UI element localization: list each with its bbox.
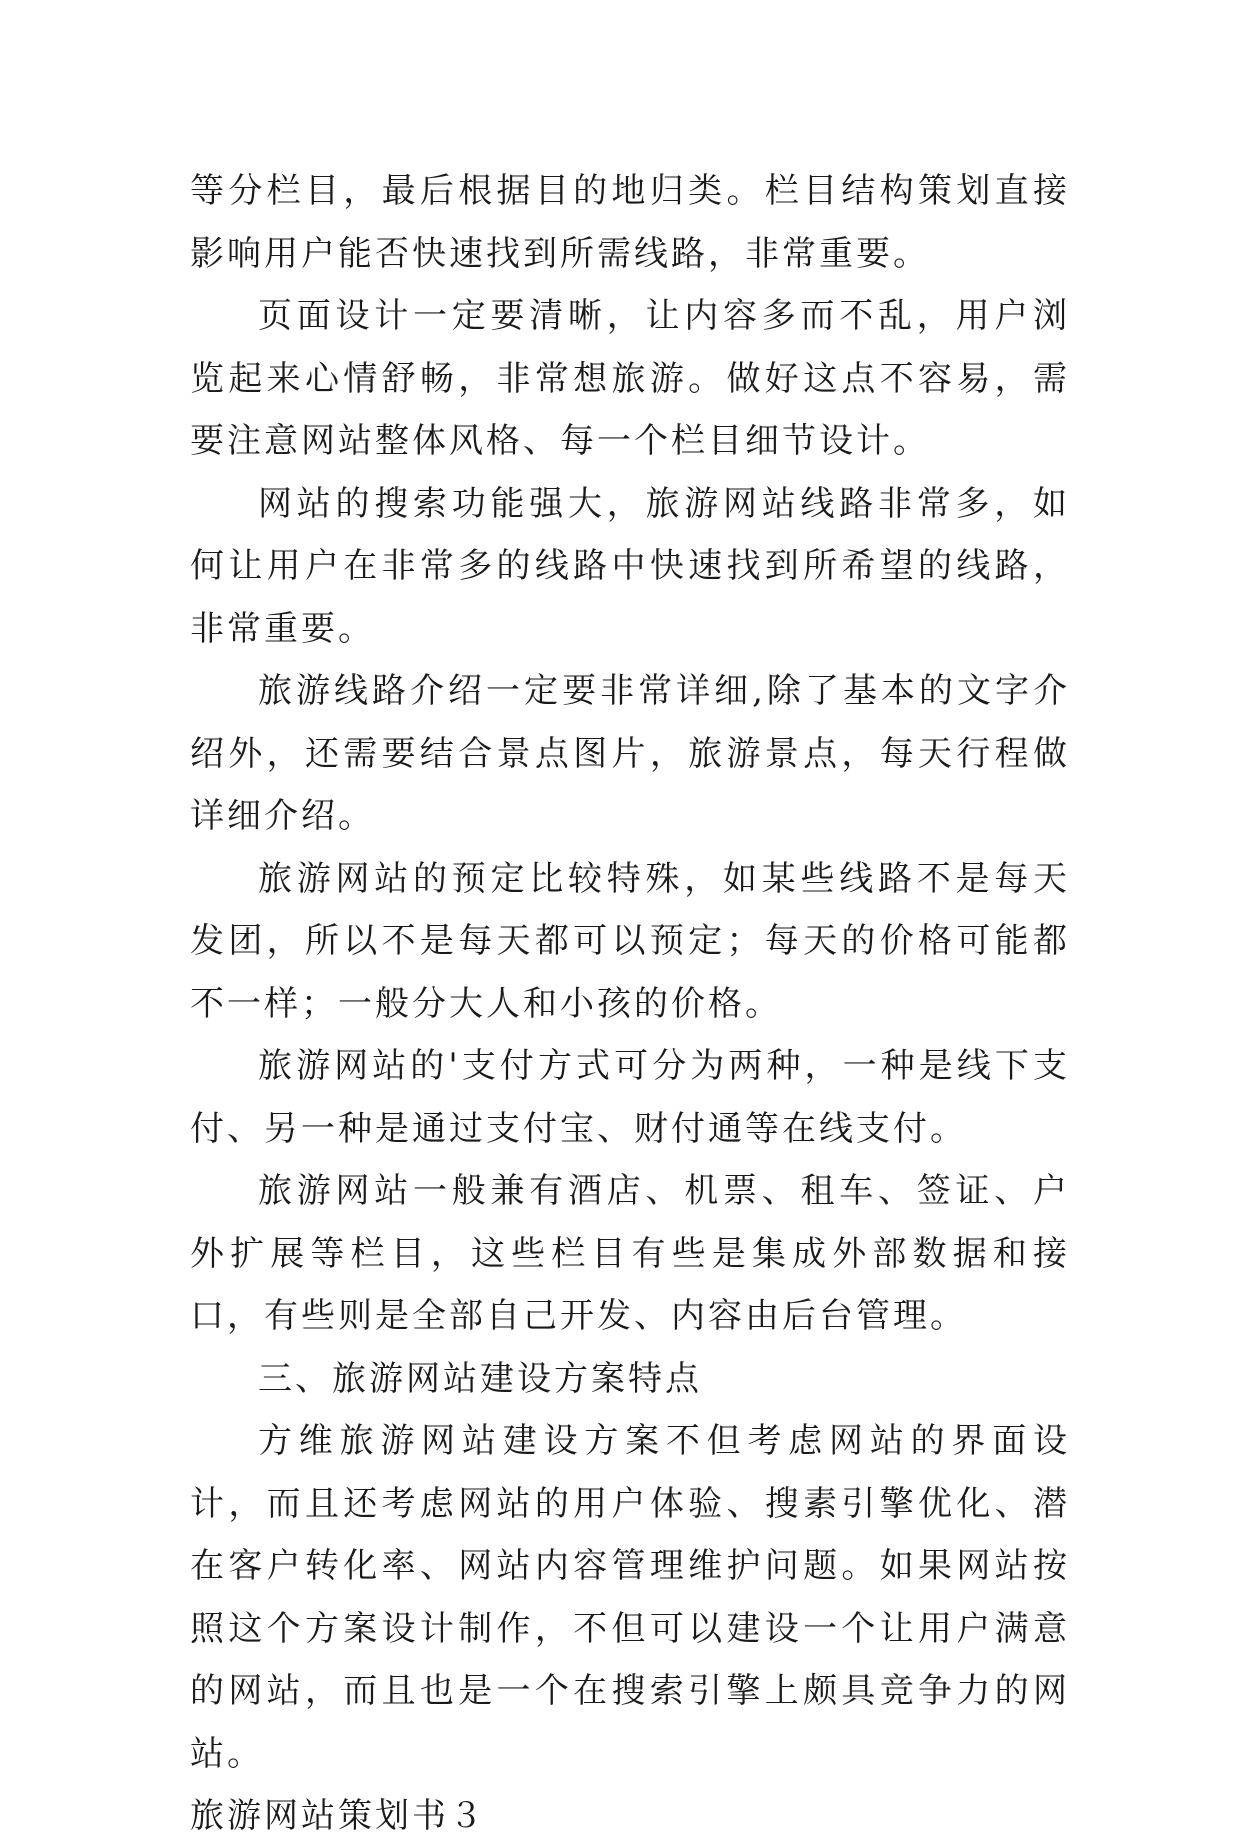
closing-paragraph: 方维旅游网站建设方案不但考虑网站的界面设计，而且还考虑网站的用户体验、搜素引擎优化、潜在客户转化率、网站内容管理维护问题。如果网站按照这个方案设计制作，不但可以建设一个让用户满意的网站，而且也是一个在搜索引擎上颇具竞争力的网站。 — [190, 1421, 1070, 1774]
paragraph-7: 旅游网站一般兼有酒店、机票、租车、签证、户外扩展等栏目，这些栏目有些是集成外部数据和接口，有些则是全部自己开发、内容由后台管理。 — [190, 1171, 1070, 1336]
paragraph-6: 旅游网站的'支付方式可分为两种，一种是线下支付、另一种是通过支付宝、财付通等在线支付。 — [190, 1046, 1070, 1149]
next-document-title: 旅游网站策划书３ — [190, 1796, 486, 1836]
paragraph-1: 等分栏目，最后根据目的地归类。栏目结构策划直接影响用户能否快速找到所需线路，非常重要。 — [190, 171, 1070, 274]
paragraph-5: 旅游网站的预定比较特殊，如某些线路不是每天发团，所以不是每天都可以预定；每天的价格可能都不一样；一般分大人和小孩的价格。 — [190, 858, 1070, 1024]
paragraph-4: 旅游线路介绍一定要非常详细,除了基本的文字介绍外，还需要结合景点图片，旅游景点，每天行程做详细介绍。 — [190, 671, 1070, 836]
paragraph-3: 网站的搜索功能强大，旅游网站线路非常多，如何让用户在非常多的线路中快速找到所希望的线路，非常重要。 — [190, 483, 1070, 649]
section-heading: 三、旅游网站建设方案特点 — [258, 1358, 702, 1399]
document-body — [190, 160, 1070, 1848]
paragraph-2: 页面设计一定要清晰，让内容多而不乱，用户浏览起来心情舒畅，非常想旅游。做好这点不容易，需要注意网站整体风格、每一个栏目细节设计。 — [190, 296, 1070, 461]
